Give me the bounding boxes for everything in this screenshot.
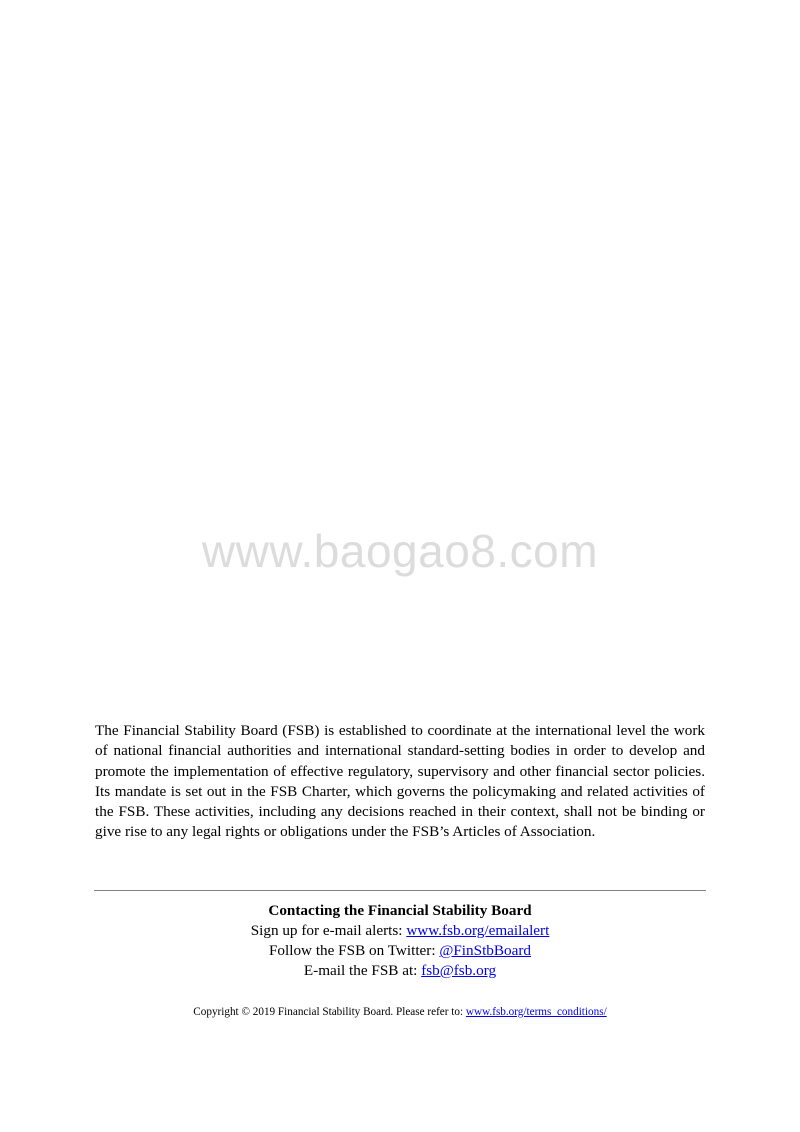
fsb-description-paragraph: The Financial Stability Board (FSB) is established to coordinate at the international level the work of national financial authorities and international standard-setting bodies in order to develop and promote the implementation of effective regulatory, supervisory and other financial sector policies. Its mandate is set out in the FSB Charter, which governs the policymaking and related activities of the FSB. These activities, including any decisions reached in their context, shall not be binding or give rise to any legal rights or obligations under the FSB’s Articles of Association. [95, 722, 705, 841]
contact-block [0, 901, 800, 981]
section-divider [94, 890, 706, 891]
email-line [0, 961, 800, 981]
email-label: E-mail the FSB at: [303, 962, 422, 979]
twitter-link[interactable]: @FinStbBoard [439, 942, 531, 959]
contact-heading: Contacting the Financial Stability Board [268, 902, 532, 919]
email-alerts-link[interactable]: www.fsb.org/emailalert [406, 922, 550, 939]
twitter-line [0, 941, 800, 961]
email-link[interactable]: fsb@fsb.org [421, 962, 497, 979]
email-alerts-line [0, 921, 800, 941]
twitter-label: Follow the FSB on Twitter: [268, 942, 440, 959]
watermark: www.baogao8.com [201, 525, 599, 577]
copyright-notice [0, 1004, 800, 1020]
email-alerts-label: Sign up for e-mail alerts: [250, 922, 407, 939]
copyright-text: Copyright © 2019 Financial Stability Board. Please refer to: [193, 1006, 466, 1018]
terms-conditions-link[interactable]: www.fsb.org/terms_conditions/ [465, 1006, 607, 1018]
